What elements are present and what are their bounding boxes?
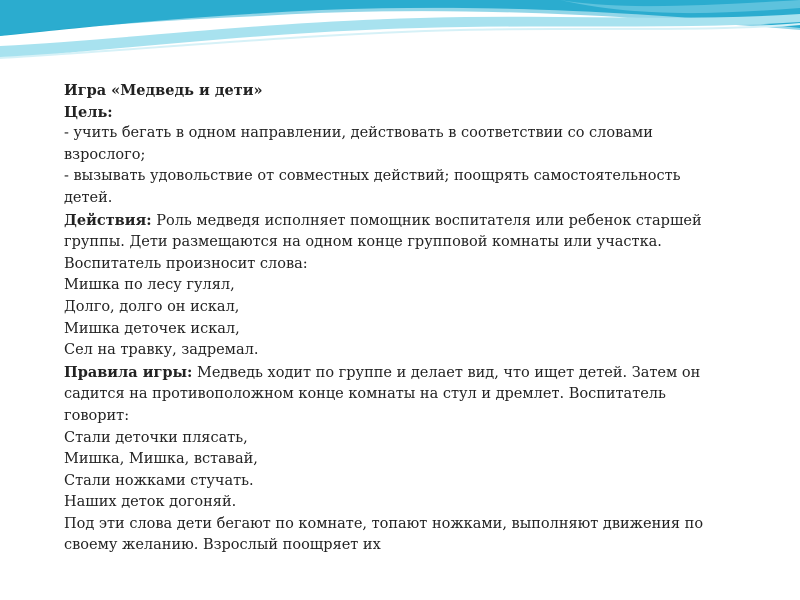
poem2-line-3: Стали ножками стучать.: [64, 472, 254, 489]
poem2-line-2: Мишка, Мишка, вставай,: [64, 451, 258, 468]
actions-line-3: Воспитатель произносит слова:: [64, 255, 308, 272]
wave-header-decoration: [0, 0, 800, 80]
rules-line-1-text: Медведь ходит по группе и делает вид, что ищет детей. Затем он: [192, 364, 701, 381]
final-line-1: Под эти слова дети бегают по комнате, топают ножками, выполняют движения по: [64, 515, 704, 532]
poem2-line-4: Наших деток догоняй.: [64, 494, 237, 511]
poem1-line-2: Долго, долго он искал,: [64, 298, 240, 315]
goal-heading: Цель:: [64, 103, 113, 121]
poem2-line-1: Стали деточки плясать,: [64, 429, 248, 446]
actions-line-2: группы. Дети размещаются на одном конце групповой комнаты или участка.: [64, 234, 662, 251]
content-body: [64, 80, 764, 557]
game-title: Игра «Медведь и дети»: [64, 82, 263, 99]
poem1-line-3: Мишка деточек искал,: [64, 320, 240, 337]
goal-line-4: детей.: [64, 189, 113, 206]
actions-heading: Действия:: [64, 211, 152, 229]
goal-line-2: взрослого;: [64, 146, 146, 163]
rules-line-3: говорит:: [64, 407, 130, 424]
actions-line-1: [64, 210, 764, 233]
rules-line-1: [64, 362, 764, 385]
final-line-2: своему желанию. Взрослый поощряет их: [64, 537, 381, 554]
goal-line-1: - учить бегать в одном направлении, действовать в соответствии со словами: [64, 125, 653, 142]
rules-heading: Правила игры:: [64, 363, 193, 381]
actions-line-1-text: Роль медведя исполняет помощник воспитателя или ребенок старшей: [151, 212, 702, 229]
rules-line-2: садится на противоположном конце комнаты на стул и дремлет. Воспитатель: [64, 386, 666, 403]
poem1-line-4: Сел на травку, задремал.: [64, 342, 259, 359]
poem1-line-1: Мишка по лесу гулял,: [64, 277, 235, 294]
goal-line-3: - вызывать удовольствие от совместных действий; поощрять самостоятельность: [64, 168, 681, 185]
